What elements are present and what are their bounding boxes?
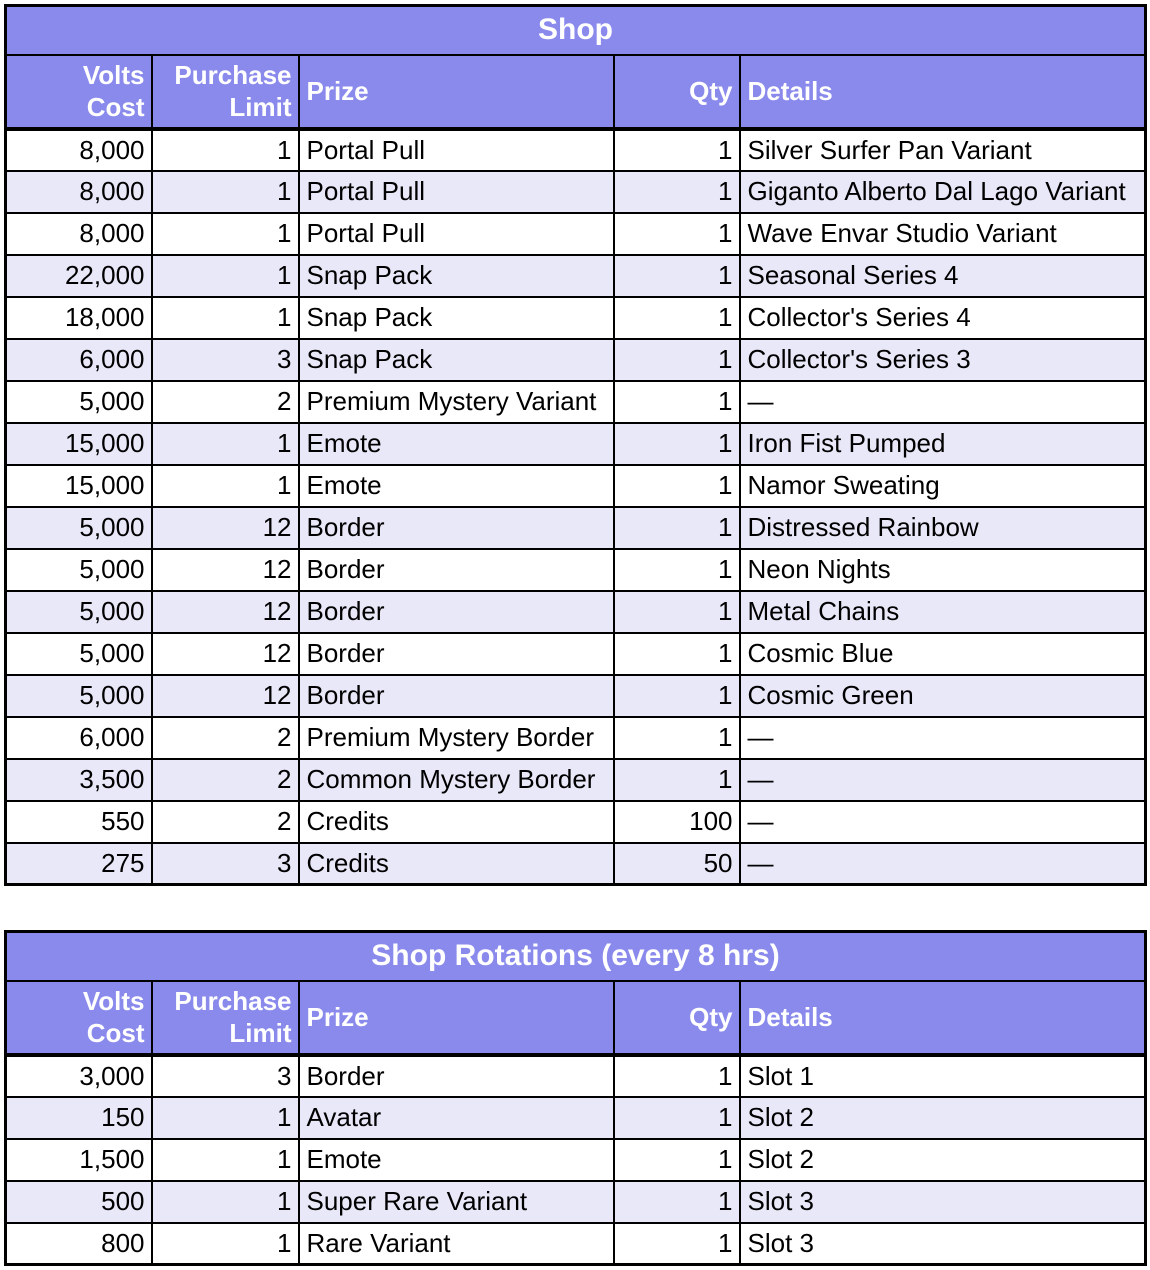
cell-prize: Portal Pull bbox=[299, 129, 614, 171]
cell-details: — bbox=[740, 759, 1146, 801]
cell-qty: 1 bbox=[614, 213, 740, 255]
cell-details: Collector's Series 4 bbox=[740, 297, 1146, 339]
cell-volts-cost: 6,000 bbox=[6, 717, 152, 759]
cell-prize: Credits bbox=[299, 801, 614, 843]
shop-rotations-title: Shop Rotations (every 8 hrs) bbox=[6, 932, 1146, 981]
table-row bbox=[6, 297, 1146, 339]
cell-prize: Credits bbox=[299, 843, 614, 885]
cell-qty: 1 bbox=[614, 591, 740, 633]
cell-purchase-limit: 1 bbox=[152, 255, 299, 297]
table-row bbox=[6, 1223, 1146, 1265]
cell-details: Cosmic Green bbox=[740, 675, 1146, 717]
shop-table bbox=[4, 4, 1147, 886]
cell-details: Silver Surfer Pan Variant bbox=[740, 129, 1146, 171]
cell-prize: Avatar bbox=[299, 1097, 614, 1139]
cell-volts-cost: 15,000 bbox=[6, 423, 152, 465]
header-purchase-limit: Purchase Limit bbox=[152, 981, 299, 1055]
cell-prize: Border bbox=[299, 591, 614, 633]
cell-purchase-limit: 12 bbox=[152, 633, 299, 675]
table-row bbox=[6, 591, 1146, 633]
cell-qty: 1 bbox=[614, 171, 740, 213]
cell-qty: 1 bbox=[614, 339, 740, 381]
cell-qty: 1 bbox=[614, 633, 740, 675]
cell-volts-cost: 275 bbox=[6, 843, 152, 885]
cell-qty: 1 bbox=[614, 717, 740, 759]
header-prize: Prize bbox=[299, 55, 614, 129]
cell-purchase-limit: 12 bbox=[152, 507, 299, 549]
cell-details: Distressed Rainbow bbox=[740, 507, 1146, 549]
table-row bbox=[6, 801, 1146, 843]
cell-qty: 1 bbox=[614, 381, 740, 423]
cell-purchase-limit: 2 bbox=[152, 381, 299, 423]
header-volts-cost: Volts Cost bbox=[6, 55, 152, 129]
cell-details: Iron Fist Pumped bbox=[740, 423, 1146, 465]
header-volts-cost: Volts Cost bbox=[6, 981, 152, 1055]
cell-qty: 1 bbox=[614, 507, 740, 549]
cell-details: Namor Sweating bbox=[740, 465, 1146, 507]
cell-purchase-limit: 1 bbox=[152, 1097, 299, 1139]
table-row bbox=[6, 171, 1146, 213]
cell-qty: 1 bbox=[614, 1181, 740, 1223]
cell-volts-cost: 15,000 bbox=[6, 465, 152, 507]
cell-details: Metal Chains bbox=[740, 591, 1146, 633]
cell-prize: Super Rare Variant bbox=[299, 1181, 614, 1223]
header-details: Details bbox=[740, 55, 1146, 129]
table-row bbox=[6, 507, 1146, 549]
cell-details: — bbox=[740, 843, 1146, 885]
table-row bbox=[6, 633, 1146, 675]
cell-volts-cost: 1,500 bbox=[6, 1139, 152, 1181]
cell-purchase-limit: 1 bbox=[152, 171, 299, 213]
cell-volts-cost: 3,000 bbox=[6, 1055, 152, 1097]
cell-volts-cost: 800 bbox=[6, 1223, 152, 1265]
cell-prize: Snap Pack bbox=[299, 297, 614, 339]
cell-purchase-limit: 1 bbox=[152, 213, 299, 255]
cell-volts-cost: 5,000 bbox=[6, 381, 152, 423]
header-details: Details bbox=[740, 981, 1146, 1055]
cell-prize: Premium Mystery Border bbox=[299, 717, 614, 759]
cell-volts-cost: 8,000 bbox=[6, 213, 152, 255]
cell-prize: Border bbox=[299, 675, 614, 717]
cell-volts-cost: 550 bbox=[6, 801, 152, 843]
shop-table-title: Shop bbox=[6, 6, 1146, 55]
cell-volts-cost: 5,000 bbox=[6, 549, 152, 591]
cell-volts-cost: 8,000 bbox=[6, 171, 152, 213]
header-qty: Qty bbox=[614, 981, 740, 1055]
table-row bbox=[6, 1097, 1146, 1139]
cell-qty: 50 bbox=[614, 843, 740, 885]
cell-volts-cost: 150 bbox=[6, 1097, 152, 1139]
cell-prize: Snap Pack bbox=[299, 339, 614, 381]
cell-volts-cost: 22,000 bbox=[6, 255, 152, 297]
cell-purchase-limit: 12 bbox=[152, 675, 299, 717]
table-row bbox=[6, 759, 1146, 801]
cell-prize: Border bbox=[299, 507, 614, 549]
cell-details: Neon Nights bbox=[740, 549, 1146, 591]
cell-details: Slot 3 bbox=[740, 1181, 1146, 1223]
cell-qty: 1 bbox=[614, 1139, 740, 1181]
cell-prize: Snap Pack bbox=[299, 255, 614, 297]
cell-volts-cost: 500 bbox=[6, 1181, 152, 1223]
cell-prize: Border bbox=[299, 1055, 614, 1097]
table-row bbox=[6, 129, 1146, 171]
table-row bbox=[6, 549, 1146, 591]
table-row bbox=[6, 255, 1146, 297]
cell-details: — bbox=[740, 717, 1146, 759]
cell-qty: 1 bbox=[614, 129, 740, 171]
cell-details: Slot 2 bbox=[740, 1097, 1146, 1139]
cell-qty: 1 bbox=[614, 1097, 740, 1139]
cell-details: Giganto Alberto Dal Lago Variant bbox=[740, 171, 1146, 213]
cell-volts-cost: 18,000 bbox=[6, 297, 152, 339]
cell-details: Cosmic Blue bbox=[740, 633, 1146, 675]
cell-details: Slot 1 bbox=[740, 1055, 1146, 1097]
header-prize: Prize bbox=[299, 981, 614, 1055]
cell-purchase-limit: 1 bbox=[152, 465, 299, 507]
table-row bbox=[6, 465, 1146, 507]
cell-purchase-limit: 2 bbox=[152, 717, 299, 759]
cell-qty: 100 bbox=[614, 801, 740, 843]
cell-volts-cost: 8,000 bbox=[6, 129, 152, 171]
cell-details: Collector's Series 3 bbox=[740, 339, 1146, 381]
table-row bbox=[6, 675, 1146, 717]
cell-purchase-limit: 1 bbox=[152, 297, 299, 339]
shop-table-body bbox=[6, 129, 1146, 885]
cell-purchase-limit: 1 bbox=[152, 1223, 299, 1265]
cell-purchase-limit: 3 bbox=[152, 843, 299, 885]
cell-purchase-limit: 1 bbox=[152, 1139, 299, 1181]
cell-qty: 1 bbox=[614, 759, 740, 801]
cell-prize: Emote bbox=[299, 423, 614, 465]
cell-purchase-limit: 2 bbox=[152, 759, 299, 801]
cell-qty: 1 bbox=[614, 255, 740, 297]
cell-qty: 1 bbox=[614, 465, 740, 507]
table-row bbox=[6, 1139, 1146, 1181]
cell-purchase-limit: 1 bbox=[152, 1181, 299, 1223]
cell-volts-cost: 5,000 bbox=[6, 507, 152, 549]
cell-purchase-limit: 1 bbox=[152, 423, 299, 465]
table-row bbox=[6, 423, 1146, 465]
cell-prize: Portal Pull bbox=[299, 213, 614, 255]
header-qty: Qty bbox=[614, 55, 740, 129]
cell-prize: Emote bbox=[299, 1139, 614, 1181]
cell-qty: 1 bbox=[614, 549, 740, 591]
cell-purchase-limit: 1 bbox=[152, 129, 299, 171]
cell-details: Seasonal Series 4 bbox=[740, 255, 1146, 297]
cell-prize: Border bbox=[299, 633, 614, 675]
cell-qty: 1 bbox=[614, 297, 740, 339]
table-row bbox=[6, 213, 1146, 255]
cell-prize: Emote bbox=[299, 465, 614, 507]
cell-purchase-limit: 12 bbox=[152, 549, 299, 591]
cell-prize: Border bbox=[299, 549, 614, 591]
cell-details: Slot 3 bbox=[740, 1223, 1146, 1265]
table-row bbox=[6, 1181, 1146, 1223]
cell-purchase-limit: 3 bbox=[152, 339, 299, 381]
cell-purchase-limit: 2 bbox=[152, 801, 299, 843]
cell-volts-cost: 6,000 bbox=[6, 339, 152, 381]
shop-rotations-body bbox=[6, 1055, 1146, 1265]
header-purchase-limit: Purchase Limit bbox=[152, 55, 299, 129]
cell-prize: Portal Pull bbox=[299, 171, 614, 213]
cell-prize: Premium Mystery Variant bbox=[299, 381, 614, 423]
table-row bbox=[6, 1055, 1146, 1097]
table-row bbox=[6, 843, 1146, 885]
table-row bbox=[6, 381, 1146, 423]
cell-purchase-limit: 12 bbox=[152, 591, 299, 633]
cell-details: Wave Envar Studio Variant bbox=[740, 213, 1146, 255]
shop-rotations-table bbox=[4, 930, 1147, 1266]
cell-prize: Rare Variant bbox=[299, 1223, 614, 1265]
cell-qty: 1 bbox=[614, 675, 740, 717]
table-row bbox=[6, 717, 1146, 759]
cell-details: — bbox=[740, 381, 1146, 423]
cell-details: Slot 2 bbox=[740, 1139, 1146, 1181]
cell-purchase-limit: 3 bbox=[152, 1055, 299, 1097]
cell-prize: Common Mystery Border bbox=[299, 759, 614, 801]
cell-volts-cost: 3,500 bbox=[6, 759, 152, 801]
cell-qty: 1 bbox=[614, 423, 740, 465]
cell-volts-cost: 5,000 bbox=[6, 633, 152, 675]
cell-volts-cost: 5,000 bbox=[6, 591, 152, 633]
cell-volts-cost: 5,000 bbox=[6, 675, 152, 717]
table-row bbox=[6, 339, 1146, 381]
cell-qty: 1 bbox=[614, 1223, 740, 1265]
cell-details: — bbox=[740, 801, 1146, 843]
cell-qty: 1 bbox=[614, 1055, 740, 1097]
